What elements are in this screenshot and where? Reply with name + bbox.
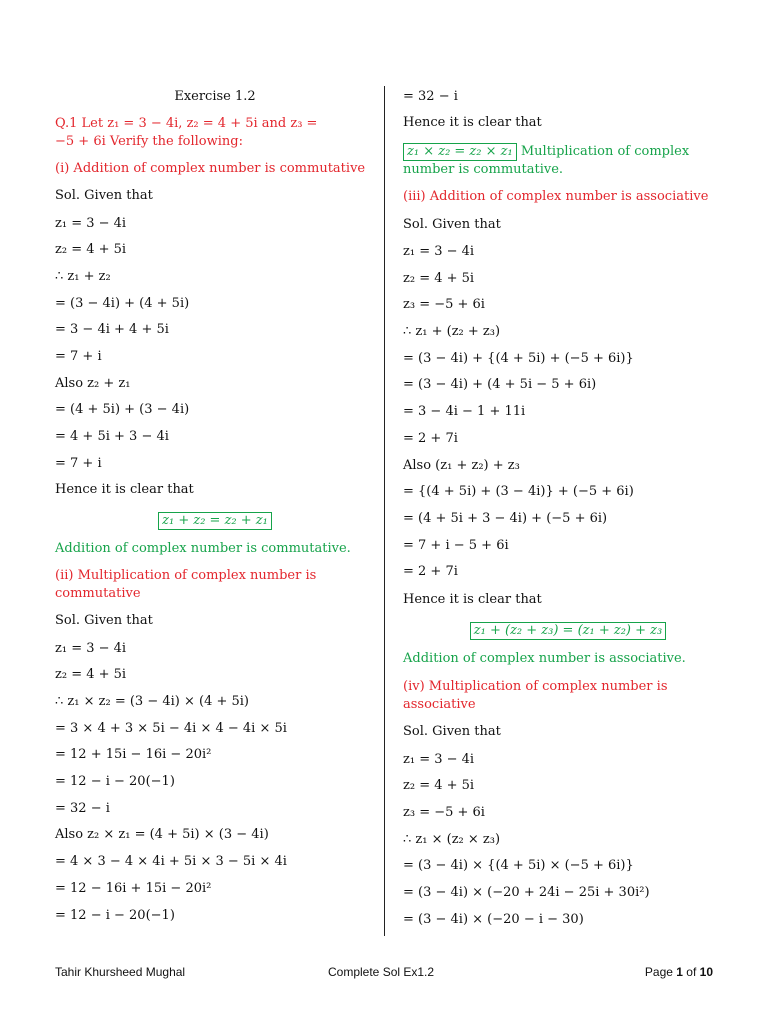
boxed-equation: z₁ × z₂ = z₂ × z₁	[403, 143, 517, 161]
text-line: Sol. Given that	[55, 188, 153, 203]
text-line: = 4 + 5i + 3 − 4i	[55, 429, 169, 444]
text-line: = (4 + 5i + 3 − 4i) + (−5 + 6i)	[403, 511, 608, 526]
footer-page-of: of	[682, 965, 700, 979]
text-line: Addition of complex number is commutative.	[55, 541, 351, 556]
text-line: = 4 × 3 − 4 × 4i + 5i × 3 − 5i × 4i	[55, 854, 287, 869]
text-line: z₃ = −5 + 6i	[403, 297, 485, 312]
text-line: Also z₂ + z₁	[55, 376, 131, 391]
text-line: (ii) Multiplication of complex number is	[55, 568, 317, 583]
footer-title: Complete Sol Ex1.2	[328, 965, 435, 979]
text-line: Sol. Given that	[403, 217, 501, 232]
text-line: z₁ = 3 − 4i	[403, 244, 475, 259]
text-line: z₂ = 4 + 5i	[55, 667, 127, 682]
text-line: = 3 − 4i − 1 + 11i	[403, 404, 526, 419]
text-line: = 12 − i − 20(−1)	[55, 908, 175, 923]
text-line: number is commutative.	[403, 162, 564, 177]
text-line: Sol. Given that	[55, 613, 153, 628]
text-line: (i) Addition of complex number is commutative	[55, 161, 366, 176]
boxed-result	[55, 512, 375, 530]
text-line: = 3 × 4 + 3 × 5i − 4i × 4 − 4i × 5i	[55, 721, 287, 736]
text-line: z₂ = 4 + 5i	[55, 242, 127, 257]
text-line: Sol. Given that	[403, 724, 501, 739]
text-line: commutative	[55, 586, 141, 601]
text-line: z₁ = 3 − 4i	[55, 216, 127, 231]
text-line: = (3 − 4i) + (4 + 5i − 5 + 6i)	[403, 377, 597, 392]
footer-page-current: 1	[676, 965, 683, 979]
text-line: = 12 − i − 20(−1)	[55, 774, 175, 789]
boxed-caption: Multiplication of complex	[516, 144, 690, 159]
footer-page-prefix: Page	[644, 965, 677, 979]
text-line: z₁ = 3 − 4i	[403, 752, 475, 767]
text-line: = 7 + i	[55, 456, 102, 471]
text-line: z₃ = −5 + 6i	[403, 805, 485, 820]
text-line: = 32 − i	[55, 801, 110, 816]
text-line: −5 + 6i Verify the following:	[55, 134, 243, 149]
footer-page-total: 10	[699, 965, 713, 979]
text-line: = (3 − 4i) + (4 + 5i)	[55, 296, 190, 311]
text-line: Hence it is clear that	[55, 482, 194, 497]
text-line: = 2 + 7i	[403, 431, 458, 446]
text-line: (iv) Multiplication of complex number is	[403, 679, 668, 694]
text-line: Exercise 1.2	[174, 89, 256, 104]
text-line: z₂ = 4 + 5i	[403, 271, 475, 286]
text-line: Q.1 Let z₁ = 3 − 4i, z₂ = 4 + 5i and z₃ =	[55, 116, 318, 131]
text-line: Hence it is clear that	[403, 592, 542, 607]
text-line: Also z₂ × z₁ = (4 + 5i) × (3 − 4i)	[55, 827, 269, 842]
text-line: = (3 − 4i) × (−20 + 24i − 25i + 30i²)	[403, 885, 650, 900]
footer-author: Tahir Khursheed Mughal	[55, 965, 186, 979]
text-line: = 3 − 4i + 4 + 5i	[55, 322, 169, 337]
text-line: (iii) Addition of complex number is associative	[403, 189, 709, 204]
text-line: = (3 − 4i) + {(4 + 5i) + (−5 + 6i)}	[403, 351, 634, 366]
text-line: = 12 + 15i − 16i − 20i²	[55, 747, 212, 762]
column-divider	[384, 86, 385, 936]
text-line: = 7 + i − 5 + 6i	[403, 538, 509, 553]
text-line: ∴ z₁ × (z₂ × z₃)	[403, 832, 501, 847]
text-line: z₁ = 3 − 4i	[55, 641, 127, 656]
text-line: Hence it is clear that	[403, 115, 542, 130]
text-line: ∴ z₁ + z₂	[55, 269, 111, 284]
text-line: = 2 + 7i	[403, 564, 458, 579]
boxed-equation: z₁ + (z₂ + z₃) = (z₁ + z₂) + z₃	[470, 622, 666, 640]
boxed-result	[403, 622, 733, 640]
text-line: = 32 − i	[403, 89, 458, 104]
footer-page-number	[645, 964, 713, 980]
text-line: ∴ z₁ + (z₂ + z₃)	[403, 324, 501, 339]
text-line: = (4 + 5i) + (3 − 4i)	[55, 402, 190, 417]
text-line: associative	[403, 697, 476, 712]
text-line: = {(4 + 5i) + (3 − 4i)} + (−5 + 6i)	[403, 484, 634, 499]
text-line: = 7 + i	[55, 349, 102, 364]
text-line: = 12 − 16i + 15i − 20i²	[55, 881, 212, 896]
text-line: Also (z₁ + z₂) + z₃	[403, 458, 520, 473]
text-line: Addition of complex number is associative.	[403, 651, 686, 666]
boxed-equation: z₁ + z₂ = z₂ + z₁	[158, 512, 272, 530]
text-line: = (3 − 4i) × (−20 − i − 30)	[403, 912, 584, 927]
text-line: z₂ = 4 + 5i	[403, 778, 475, 793]
boxed-result	[403, 143, 689, 161]
text-line: ∴ z₁ × z₂ = (3 − 4i) × (4 + 5i)	[55, 694, 249, 709]
text-line: = (3 − 4i) × {(4 + 5i) × (−5 + 6i)}	[403, 858, 634, 873]
